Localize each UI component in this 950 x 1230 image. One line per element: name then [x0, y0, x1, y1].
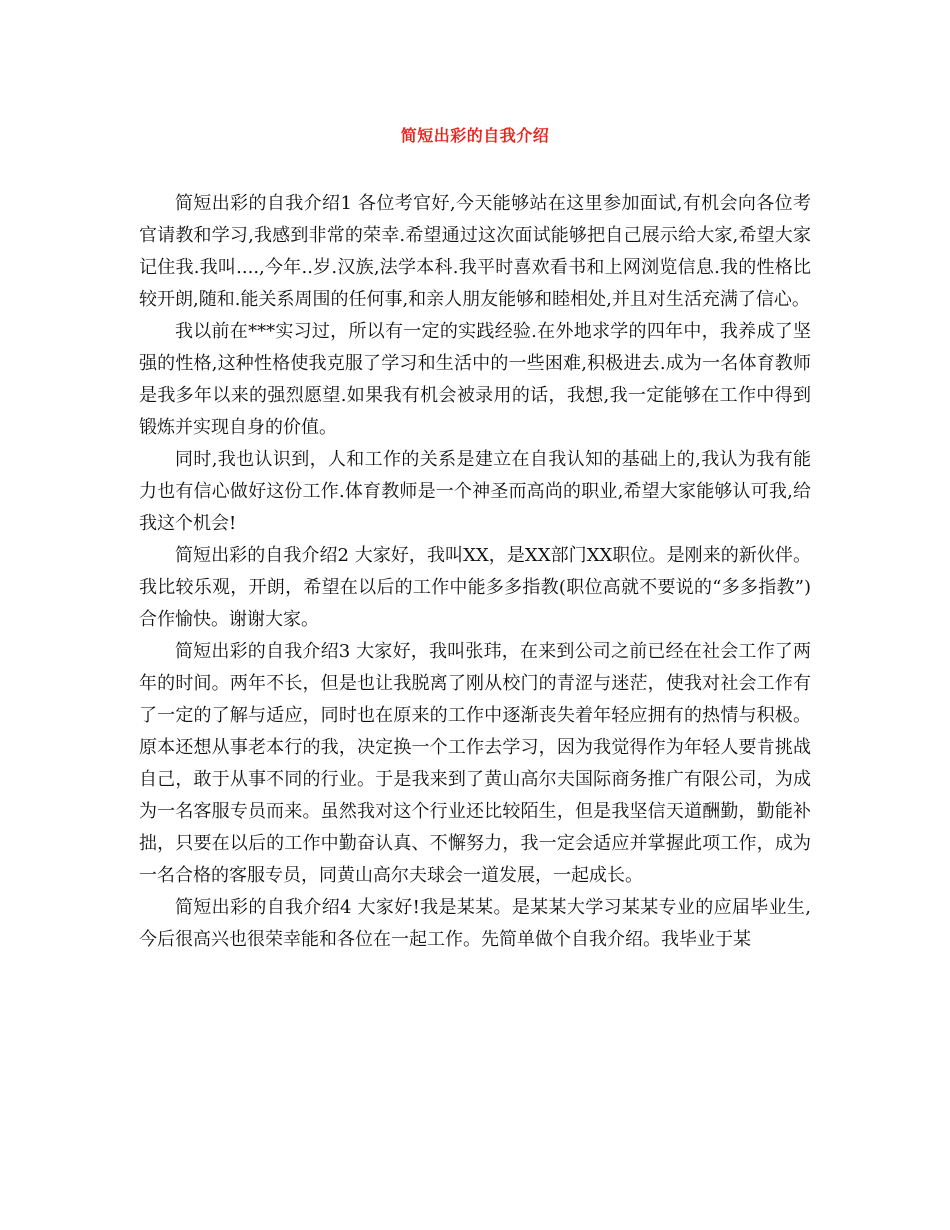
paragraph-1: 简短出彩的自我介绍1 各位考官好,今天能够站在这里参加面试,有机会向各位考官请教和学习,我感到非常的荣幸.希望通过这次面试能够把自己展示给大家,希望大家记住我.我叫....,今年..岁.汉族,法学本科.我平时喜欢看书和上网浏览信息.我的性格比较开朗,随和.能关系周围的任何事,和亲人朋友能够和睦相处,并且对生活充满了信心。 [139, 193, 811, 310]
paragraph-2: 我以前在***实习过，所以有一定的实践经验.在外地求学的四年中，我养成了坚强的性格,这种性格使我克服了学习和生活中的一些困难,积极进去.成为一名体育教师是我多年以来的强烈愿望.如果我有机会被录用的话，我想,我一定能够在工作中得到锻炼并实现自身的价值。 [139, 321, 811, 438]
paragraph-6: 简短出彩的自我介绍4 大家好!我是某某。是某某大学习某某专业的应届毕业生,今后很高兴也很荣幸能和各位在一起工作。先简单做个自我介绍。我毕业于某 [139, 897, 811, 950]
paragraph-3: 同时,我也认识到，人和工作的关系是建立在自我认知的基础上的,我认为我有能力也有信心做好这份工作.体育教师是一个神圣而高尚的职业,希望大家能够认可我,给我这个机会! [139, 449, 811, 534]
document-body [139, 188, 811, 956]
paragraph-4: 简短出彩的自我介绍2 大家好，我叫XX，是XX部门XX职位。是刚来的新伙伴。我比较乐观，开朗，希望在以后的工作中能多多指教(职位高就不要说的“多多指教”)合作愉快。谢谢大家。 [139, 545, 811, 630]
paragraph-5: 简短出彩的自我介绍3 大家好，我叫张玮，在来到公司之前已经在社会工作了两年的时间。两年不长，但是也让我脱离了刚从校门的青涩与迷茫，使我对社会工作有了一定的了解与适应，同时也在原来的工作中逐渐丧失着年轻应拥有的热情与积极。原本还想从事老本行的我，决定换一个工作去学习，因为我觉得作为年轻人要肯挑战自己，敢于从事不同的行业。于是我来到了黄山高尔夫国际商务推广有限公司，为成为一名客服专员而来。虽然我对这个行业还比较陌生，但是我坚信天道酬勤，勤能补拙，只要在以后的工作中勤奋认真、不懈努力，我一定会适应并掌握此项工作，成为一名合格的客服专员，同黄山高尔夫球会一道发展，一起成长。 [139, 641, 811, 886]
document-title: 简短出彩的自我介绍 [400, 126, 550, 145]
